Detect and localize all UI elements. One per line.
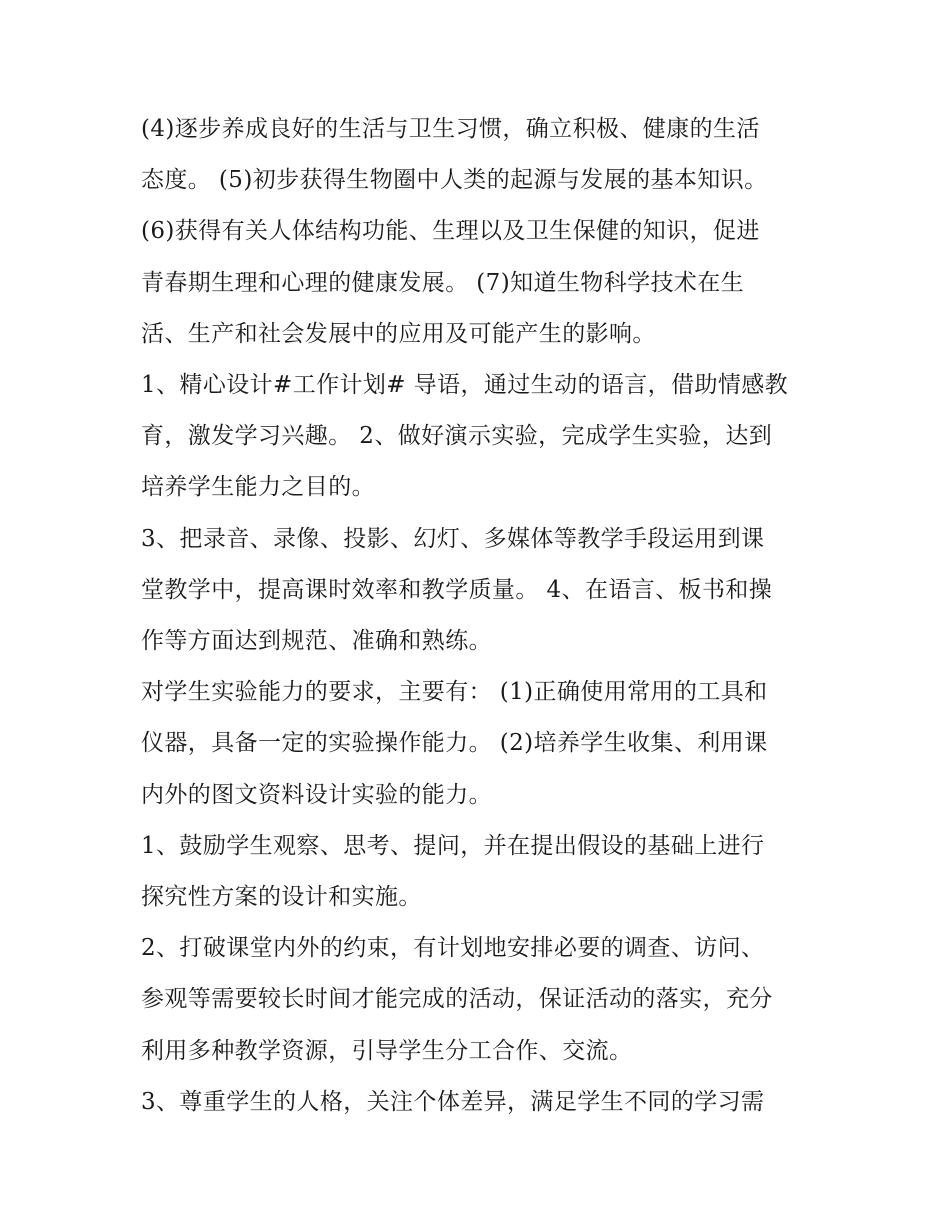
paragraph-inquiry-3 xyxy=(141,1077,821,1128)
text-line: 参观等需要较长时间才能完成的活动，保证活动的落实，充分 xyxy=(141,986,773,1013)
text-line: 1、鼓励学生观察、思考、提问，并在提出假设的基础上进行 xyxy=(141,832,765,859)
text-line: 探究性方案的设计和实施。 xyxy=(141,884,422,911)
text-line: 内外的图文资料设计实验的能力。 xyxy=(141,781,492,808)
text-line: 活、生产和社会发展中的应用及可能产生的影响。 xyxy=(141,320,656,347)
paragraph-inquiry-1 xyxy=(141,821,821,923)
paragraph-inquiry-2 xyxy=(141,923,821,1077)
paragraph-method-3-4 xyxy=(141,514,821,668)
text-line: 培养学生能力之目的。 xyxy=(141,474,375,501)
text-line: 青春期生理和心理的健康发展。 (7)知道生物科学技术在生 xyxy=(141,269,745,296)
text-line: 态度。 (5)初步获得生物圈中人类的起源与发展的基本知识。 xyxy=(141,167,768,194)
paragraph-objectives xyxy=(141,104,821,360)
text-line: 对学生实验能力的要求，主要有： (1)正确使用常用的工具和 xyxy=(141,679,768,706)
text-line: (4)逐步养成良好的生活与卫生习惯，确立积极、健康的生活 xyxy=(141,116,760,142)
document-body xyxy=(141,104,821,1128)
text-line: 作等方面达到规范、准确和熟练。 xyxy=(141,628,492,655)
paragraph-experiment-requirements xyxy=(141,667,821,821)
text-line: 利用多种教学资源，引导学生分工合作、交流。 xyxy=(141,1037,633,1064)
text-line: (6)获得有关人体结构功能、生理以及卫生保健的知识，促进 xyxy=(141,218,760,245)
paragraph-method-1-2 xyxy=(141,360,821,514)
text-line: 仪器，具备一定的实验操作能力。 (2)培养学生收集、利用课 xyxy=(141,730,768,757)
text-line: 育，激发学习兴趣。 2、做好演示实验，完成学生实验，达到 xyxy=(141,423,773,450)
text-line: 3、尊重学生的人格，关注个体差异，满足学生不同的学习需 xyxy=(141,1088,765,1115)
text-line: 2、打破课堂内外的约束，有计划地安排必要的调查、访问、 xyxy=(141,935,765,962)
text-line: 3、把录音、录像、投影、幻灯、多媒体等教学手段运用到课 xyxy=(141,525,765,552)
text-line: 1、精心设计#工作计划# 导语，通过生动的语言，借助情感教 xyxy=(141,372,789,399)
text-line: 堂教学中，提高课时效率和教学质量。 4、在语言、板书和操 xyxy=(141,576,773,603)
